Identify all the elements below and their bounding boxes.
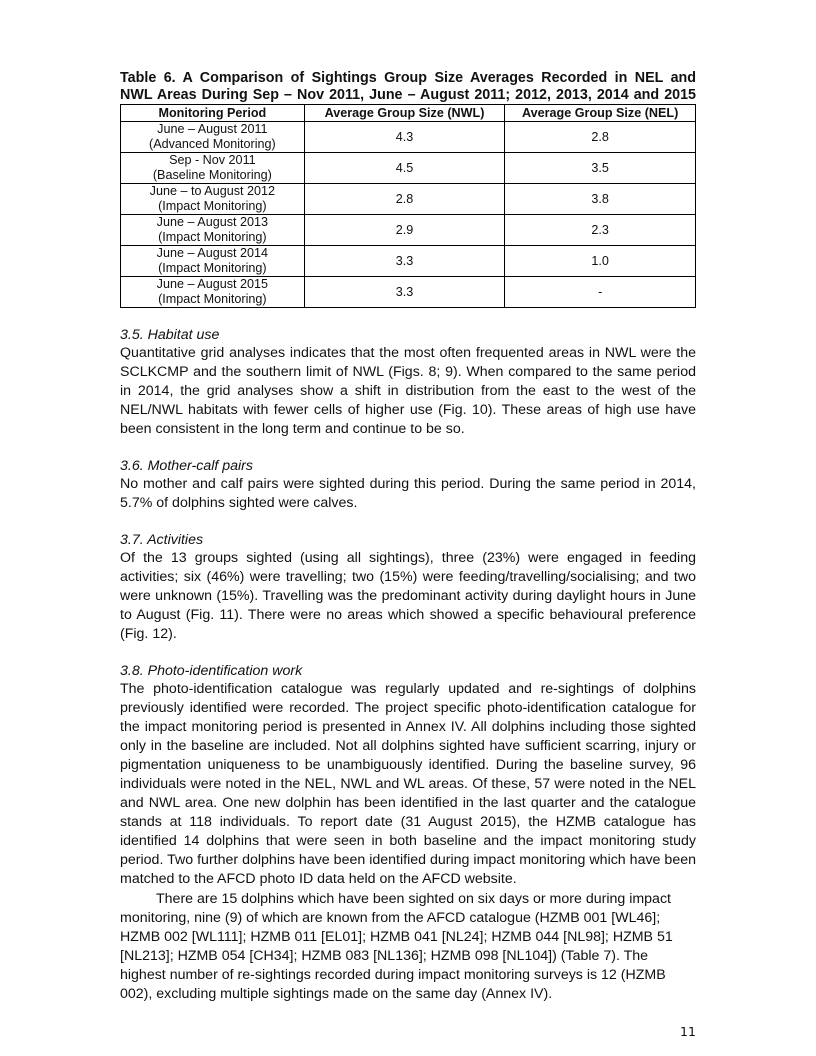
section-body: Quantitative grid analyses indicates that the most often frequented areas in NWL were the SCLKCMP and the southern limit of NWL (Figs. 8; 9). When compared to the same period in 2014, the grid analyses show a shift in distribution from the east to the west of the NEL/NWL habitats with fewer cells of higher use (Fig. 10). These areas of high use have been consistent in the long term and continue to be so. [120, 345, 696, 437]
period-cell [121, 246, 305, 277]
table-row [121, 153, 696, 184]
section-body: The photo-identification catalogue was regularly updated and re-sightings of dolphins previously identified were recorded. The project specific photo-identification catalogue for the impact monitoring period is presented in Annex IV. All dolphins including those sighted only in the baseline are included. Not all dolphins sighted have sufficient scarring, injury or pigmentation uniqueness to be unambiguously identified. During the baseline survey, 96 individuals were noted in the NEL, NWL and WL areas. Of these, 57 were noted in the NEL and NWL area. One new dolphin has been identified in the last quarter and the catalogue stands at 118 individuals. To report date (31 August 2015), the HZMB catalogue has identified 14 dolphins that were seen in both baseline and the impact monitoring study period. Two further dolphins have been identified during impact monitoring which have been matched to the AFCD photo ID data held on the AFCD website. [120, 681, 696, 887]
document-page [120, 70, 696, 1004]
header-nel: Average Group Size (NEL) [505, 105, 696, 122]
section-activities [120, 531, 696, 644]
period-dates: June – August 2015 [156, 277, 269, 291]
nel-cell: 2.3 [505, 215, 696, 246]
period-phase: (Impact Monitoring) [158, 292, 267, 306]
section-body: No mother and calf pairs were sighted during this period. During the same period in 2014, 5.7% of dolphins sighted were calves. [120, 476, 696, 511]
nwl-cell: 3.3 [304, 277, 505, 308]
table-row [121, 122, 696, 153]
period-cell [121, 122, 305, 153]
nwl-cell: 2.8 [304, 184, 505, 215]
table-row [121, 277, 696, 308]
nel-cell: 2.8 [505, 122, 696, 153]
table-row [121, 215, 696, 246]
section-photo-id [120, 662, 696, 1004]
table-caption [120, 70, 696, 104]
period-phase: (Impact Monitoring) [158, 261, 267, 275]
table-row [121, 184, 696, 215]
section-heading: 3.7. Activities [120, 532, 204, 548]
nwl-cell: 4.3 [304, 122, 505, 153]
period-cell [121, 215, 305, 246]
section-body: Of the 13 groups sighted (using all sightings), three (23%) were engaged in feeding activities; six (46%) were travelling; two (15%) were feeding/travelling/socialising; and two were unknown (15%). Travelling was the predominant activity during daylight hours in June to August (Fig. 11). There were no areas which showed a specific behavioural preference (Fig. 12). [120, 550, 696, 642]
header-nwl: Average Group Size (NWL) [304, 105, 505, 122]
table-caption-line-1: Table 6. A Comparison of Sightings Group Size Averages Recorded in NEL and [120, 70, 696, 86]
section-mother-calf [120, 457, 696, 513]
section-heading: 3.6. Mother-calf pairs [120, 458, 254, 474]
section-body-continued: There are 15 dolphins which have been sighted on six days or more during impact monitoring, nine (9) of which are known from the AFCD catalogue (HZMB 001 [WL46]; HZMB 002 [WL111]; HZMB 011 [EL01]; HZMB 041 [NL24]; HZMB 044 [NL98]; HZMB 51 [NL213]; HZMB 054 [CH34]; HZMB 083 [NL136]; HZMB 098 [NL104]) (Table 7). The highest number of re-sightings recorded during impact monitoring surveys is 12 (HZMB 002), excluding multiple sightings made on the same day (Annex IV). [120, 891, 673, 1002]
period-dates: Sep - Nov 2011 [169, 153, 256, 167]
section-heading: 3.5. Habitat use [120, 327, 220, 343]
header-monitoring-period: Monitoring Period [121, 105, 305, 122]
period-phase: (Impact Monitoring) [158, 199, 267, 213]
period-cell [121, 277, 305, 308]
section-heading: 3.8. Photo-identification work [120, 663, 303, 679]
nel-cell: 3.8 [505, 184, 696, 215]
period-phase: (Impact Monitoring) [158, 230, 267, 244]
period-dates: June – August 2011 [157, 122, 268, 136]
period-cell [121, 184, 305, 215]
group-size-table [120, 104, 696, 308]
table-header-row [121, 105, 696, 122]
nel-cell: - [505, 277, 696, 308]
nwl-cell: 3.3 [304, 246, 505, 277]
section-habitat-use [120, 326, 696, 439]
nwl-cell: 2.9 [304, 215, 505, 246]
table-caption-line-2: NWL Areas During Sep – Nov 2011, June – August 2011; 2012, 2013, 2014 and 2015 [120, 87, 696, 103]
period-cell [121, 153, 305, 184]
period-dates: June – August 2013 [156, 215, 269, 229]
nwl-cell: 4.5 [304, 153, 505, 184]
page-number: 11 [680, 1024, 696, 1039]
period-dates: June – August 2014 [156, 246, 269, 260]
nel-cell: 1.0 [505, 246, 696, 277]
table-row [121, 246, 696, 277]
period-phase: (Baseline Monitoring) [152, 168, 272, 182]
period-phase: (Advanced Monitoring) [149, 137, 276, 151]
nel-cell: 3.5 [505, 153, 696, 184]
period-dates: June – to August 2012 [149, 184, 276, 198]
